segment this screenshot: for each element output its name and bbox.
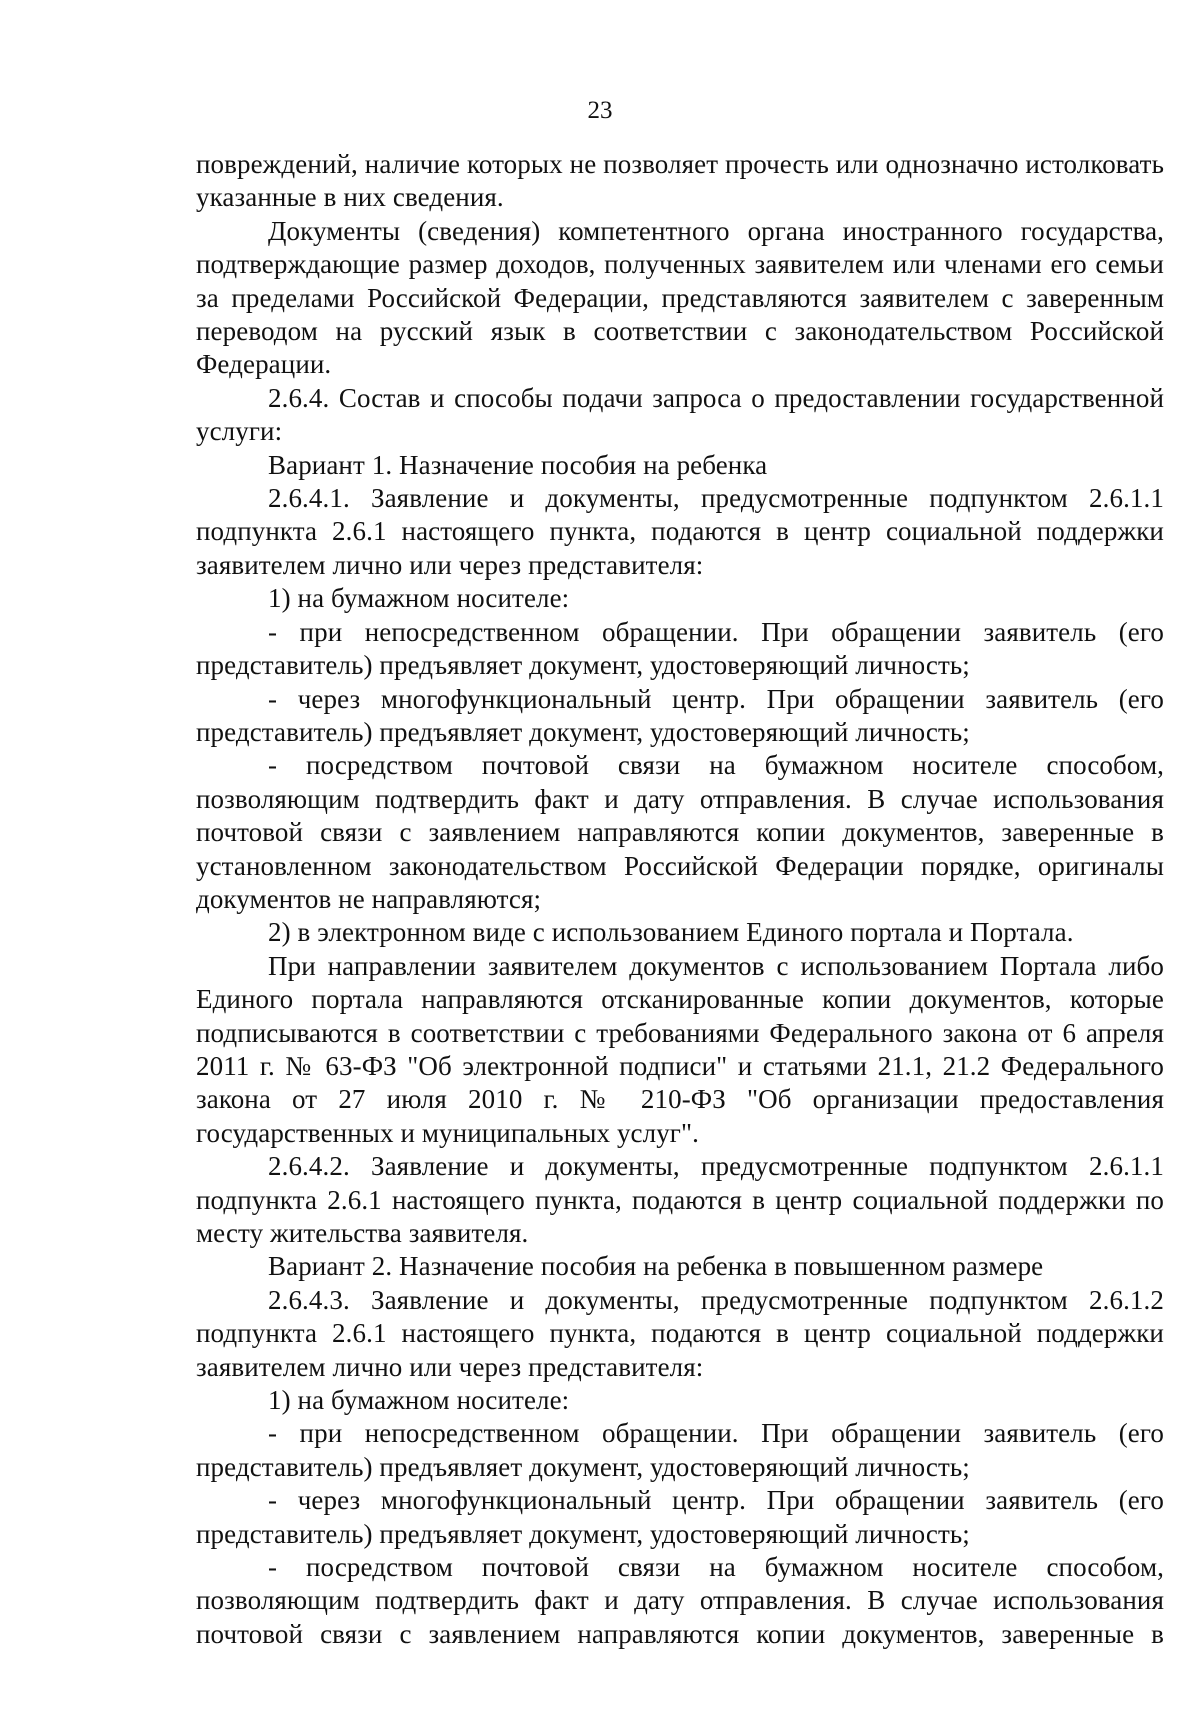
list-item-in-person: - при непосредственном обращении. При обращении заявитель (его представитель) предъявляет документ, удостоверяющий личность; [196, 616, 1164, 681]
heading-variant-2: Вариант 2. Назначение пособия на ребенка в повышенном размере [268, 1251, 1044, 1282]
document-body [196, 148, 1164, 1651]
list-item-in-person-2: - при непосредственном обращении. При обращении заявитель (его представитель) предъявляет документ, удостоверяющий личность; [196, 1418, 1164, 1482]
list-item-mfc-2: - через многофункциональный центр. При обращении заявитель (его представитель) предъявляет документ, удостоверяющий личность; [196, 1485, 1164, 1549]
paragraph-2-6-4: 2.6.4. Состав и способы подачи запроса о предоставлении государственной услуги: [196, 382, 1164, 447]
list-item-postal: - посредством почтовой связи на бумажном носителе способом, позволяющим подтвердить факт и дату отправления. В случае использования почтовой связи с заявлением направляются копии документов, заверенные в установленном законодательством Российской Федерации порядке, оригиналы документов не направляются; [196, 750, 1164, 914]
heading-variant-1: Вариант 1. Назначение пособия на ребенка [268, 449, 768, 480]
list-item-mfc: - через многофункциональный центр. При обращении заявитель (его представитель) предъявляет документ, удостоверяющий личность; [196, 683, 1164, 747]
page-number: 23 [587, 97, 613, 124]
paragraph-2-6-4-2: 2.6.4.2. Заявление и документы, предусмотренные подпунктом 2.6.1.1 подпункта 2.6.1 настоящего пункта, подаются в центр социальной поддержки по месту жительства заявителя. [196, 1151, 1164, 1248]
list-item-paper: 1) на бумажном носителе: [268, 583, 570, 614]
paragraph-2-6-4-1: 2.6.4.1. Заявление и документы, предусмотренные подпунктом 2.6.1.1 подпункта 2.6.1 настоящего пункта, подаются в центр социальной поддержки заявителем лично или через представителя: [196, 483, 1164, 580]
paragraph-2-6-4-3: 2.6.4.3. Заявление и документы, предусмотренные подпунктом 2.6.1.2 подпункта 2.6.1 настоящего пункта, подаются в центр социальной поддержки заявителем лично или через представителя: [196, 1284, 1164, 1382]
list-item-paper-2: 1) на бумажном носителе: [268, 1385, 570, 1416]
list-item-electronic: 2) в электронном виде с использованием Единого портала и Портала. [268, 917, 1074, 948]
paragraph-portal-submission: При направлении заявителем документов с использованием Портала либо Единого портала направляются отсканированные копии документов, которые подписываются в соответствии с требованиями Федерального закона от 6 апреля 2011 г. № 63-ФЗ "Об электронной подписи" и статьями 21.1, 21.2 Федерального закона от 27 июля 2010 г. № 210-ФЗ "Об организации предоставления государственных и муниципальных услуг". [196, 950, 1164, 1148]
paragraph-foreign-documents: Документы (сведения) компетентного органа иностранного государства, подтверждающие размер доходов, полученных заявителем или членами его семьи за пределами Российской Федерации, представляются заявителем с заверенным переводом на русский язык в соответствии с законодательством Российской Федерации. [196, 215, 1164, 380]
paragraph-continuation: повреждений, наличие которых не позволяет прочесть или однозначно истолковать указанные в них сведения. [196, 149, 1164, 213]
list-item-postal-2: - посредством почтовой связи на бумажном носителе способом, позволяющим подтвердить факт и дату отправления. В случае использования почтовой связи с заявлением направляются копии документов, заверенные в [196, 1552, 1164, 1649]
